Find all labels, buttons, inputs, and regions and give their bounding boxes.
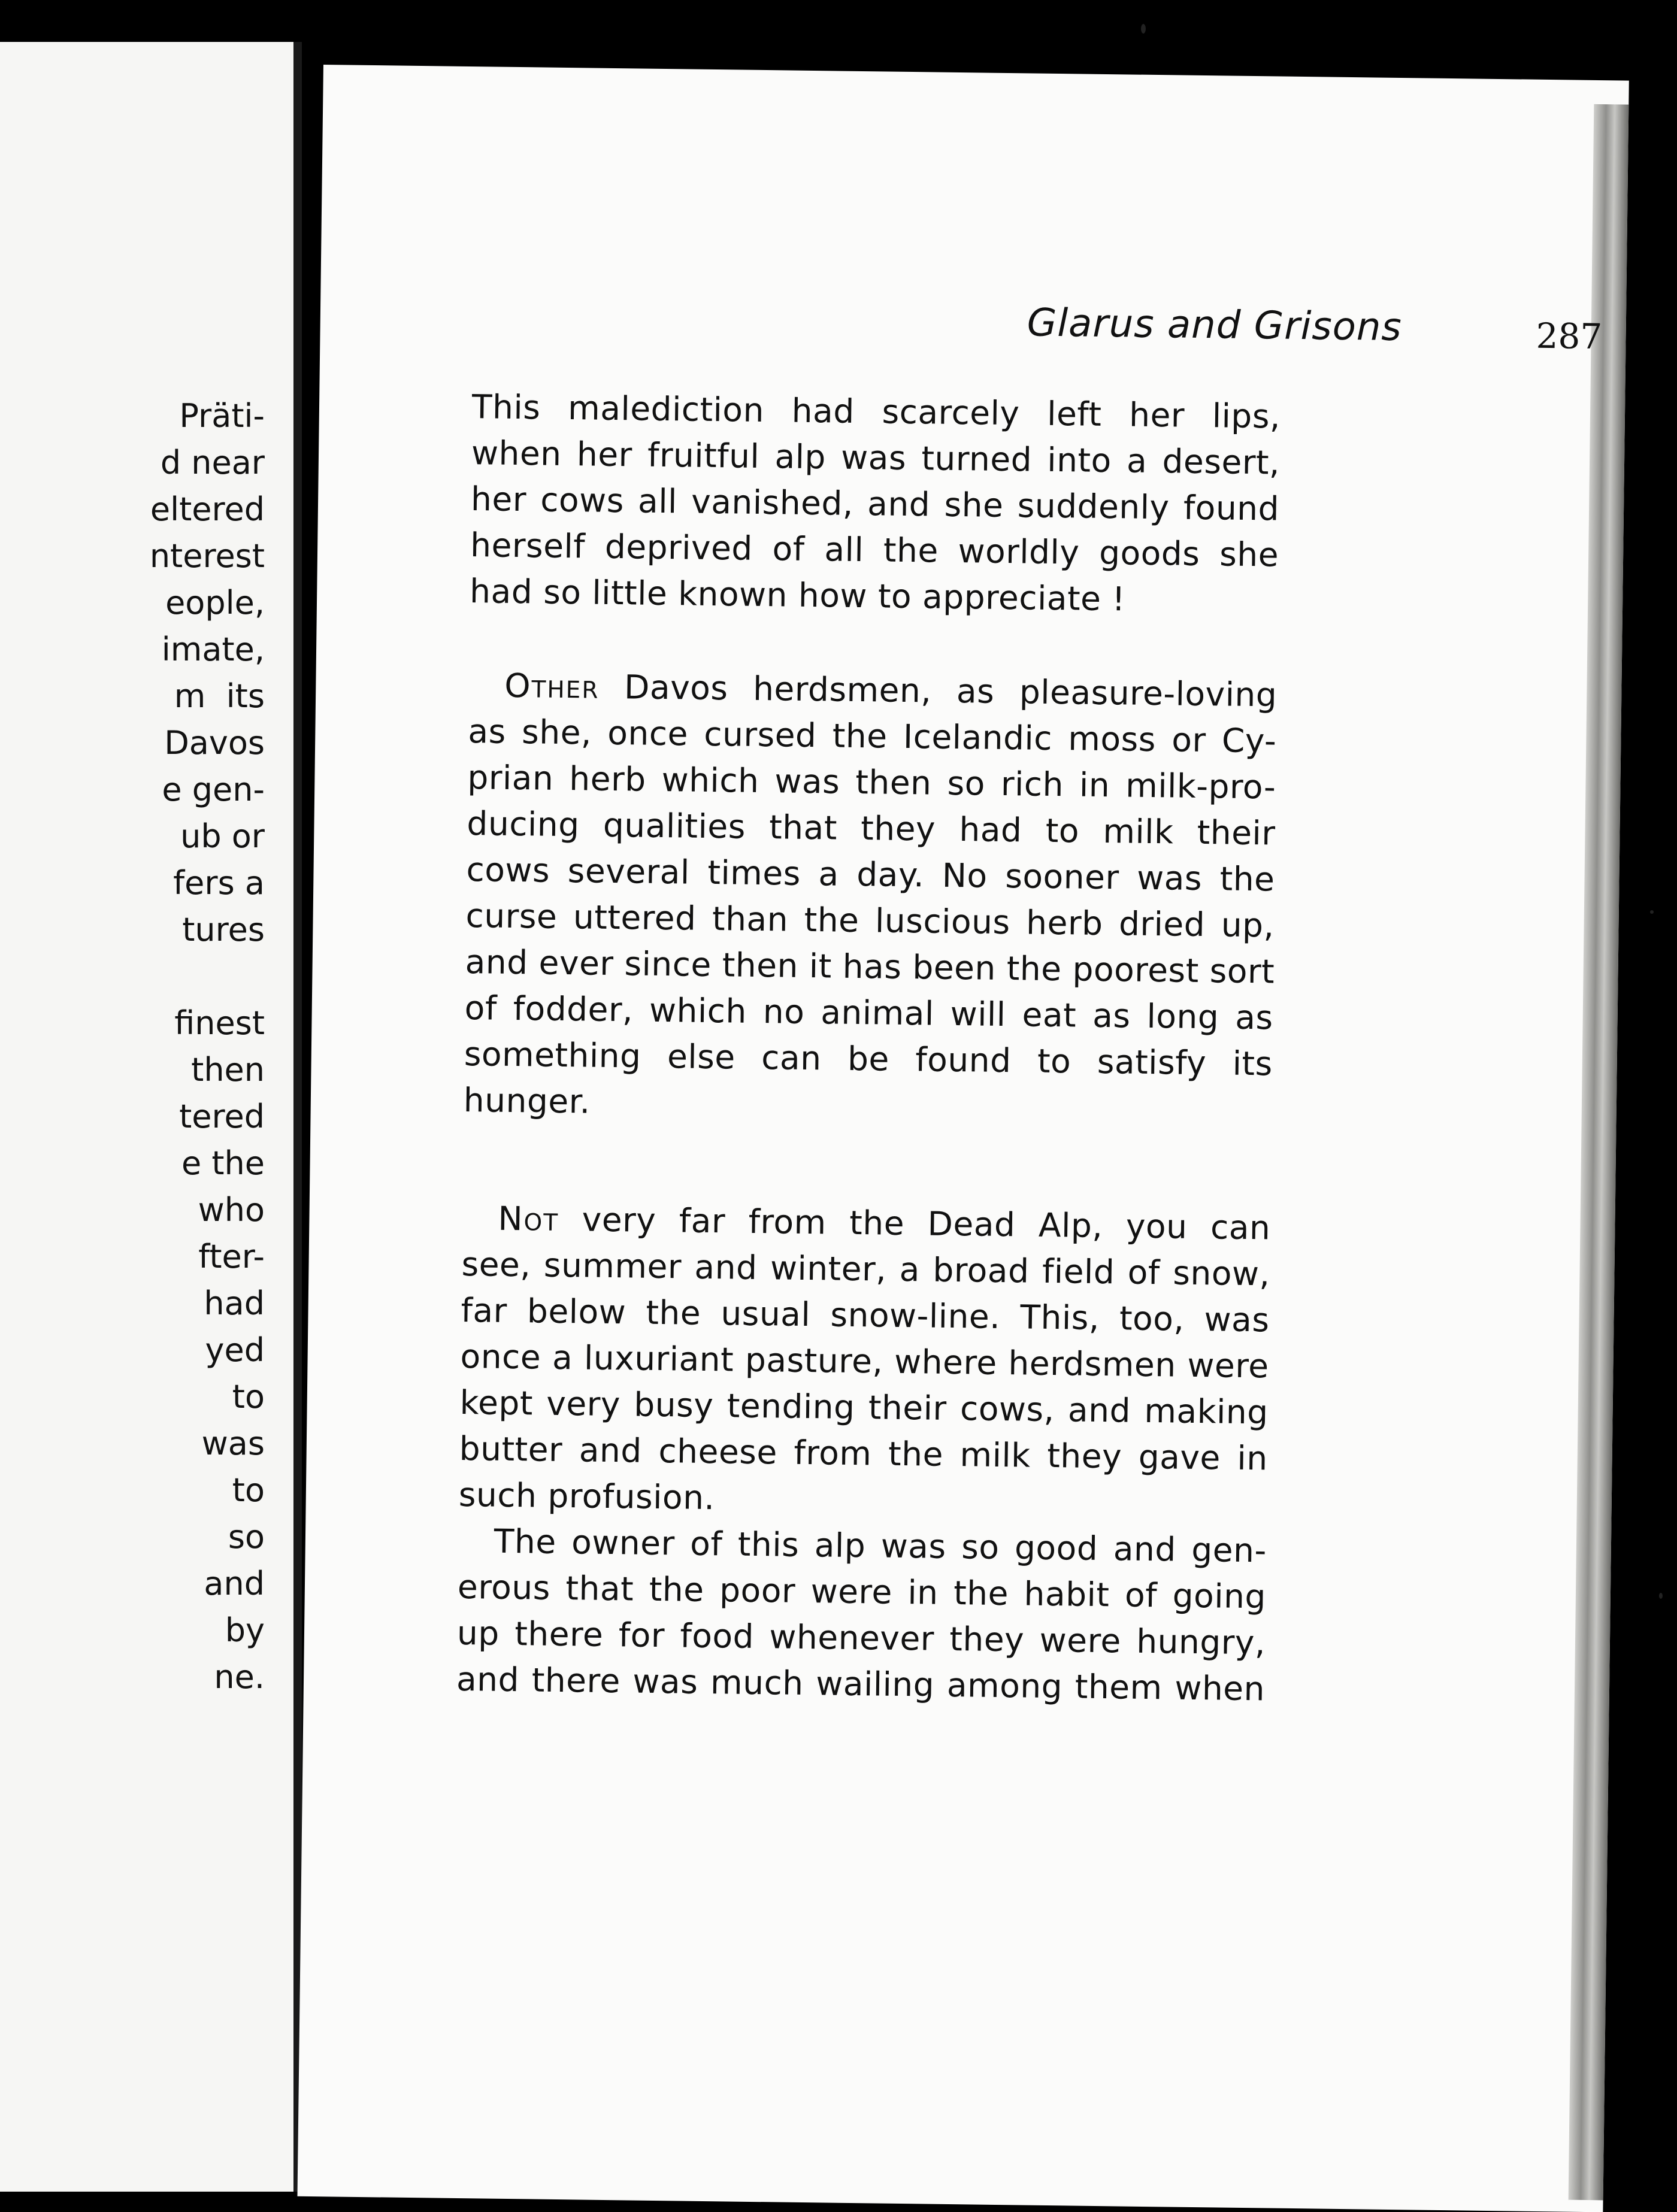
text-line: hunger. — [463, 1080, 591, 1121]
left-line: ne. — [214, 1658, 265, 1696]
left-line: by — [225, 1611, 265, 1649]
text-line: up there for food whenever they were hungry, — [456, 1613, 1266, 1662]
paragraph-3 — [458, 1195, 1270, 1528]
left-line: so — [228, 1518, 265, 1556]
running-head — [703, 297, 1602, 368]
left-line: yed — [205, 1331, 265, 1369]
body-text — [456, 384, 1281, 1712]
left-line: and — [204, 1565, 265, 1602]
text-line: and ever since then it has been the poorest sort — [465, 943, 1275, 991]
paragraph-4 — [456, 1518, 1267, 1712]
right-page — [298, 65, 1629, 2212]
text-line: prian herb which was then so rich in milk-pro- — [467, 758, 1276, 807]
scan-speck — [1659, 1593, 1663, 1599]
left-page — [0, 42, 302, 2192]
text-line: see, summer and winter, a broad field of snow, — [461, 1244, 1270, 1293]
text-line: cows several times a day. No sooner was the — [466, 850, 1275, 899]
text-line-rest: very far from the Dead Alp, you can — [558, 1199, 1271, 1247]
left-line: to — [232, 1471, 265, 1509]
left-line: nterest — [149, 537, 265, 575]
text-line: herself deprived of all the worldly goods she — [470, 526, 1279, 574]
left-line: fers a — [173, 864, 265, 902]
text-line: and there was much wailing among them when — [456, 1659, 1266, 1708]
left-line: e the — [181, 1144, 265, 1182]
paragraph-1 — [470, 384, 1281, 624]
text-line: This malediction had scarcely left her lips, — [471, 387, 1281, 436]
small-caps-lead: Other — [504, 666, 600, 706]
text-line: such profusion. — [458, 1475, 715, 1517]
text-line: as she, once cursed the Icelandic moss or Cy- — [468, 712, 1277, 760]
text-line: of fodder, which no animal will eat as long as — [464, 989, 1274, 1037]
text-line: kept very busy tending their cows, and making — [459, 1383, 1269, 1432]
left-line: e gen- — [162, 771, 265, 808]
text-line: The owner of this alp was so good and gen- — [494, 1522, 1267, 1570]
left-line: then — [191, 1051, 265, 1089]
left-line: Davos — [164, 724, 265, 762]
text-line: erous that the poor were in the habit of going — [457, 1567, 1267, 1616]
left-line: was — [201, 1425, 265, 1462]
left-line: Präti- — [179, 397, 265, 435]
left-line: had — [204, 1284, 265, 1322]
text-line: her cows all vanished, and she suddenly found — [470, 480, 1280, 528]
small-caps-lead: Not — [498, 1199, 559, 1238]
left-line: tered — [179, 1098, 265, 1135]
text-line: once a luxuriant pasture, where herdsmen were — [460, 1337, 1269, 1386]
text-line: something else can be found to satisfy its — [464, 1034, 1273, 1083]
left-line: m its — [174, 677, 265, 715]
page-number: 287 — [1536, 315, 1603, 357]
text-line: far below the usual snow-line. This, too, was — [461, 1290, 1270, 1340]
left-line: finest — [174, 1004, 265, 1042]
left-line: eltered — [150, 490, 265, 528]
paragraph-2 — [463, 662, 1277, 1133]
scan-speck — [1650, 910, 1654, 914]
left-line-gap — [13, 953, 265, 1000]
text-line: ducing qualities that they had to milk their — [467, 804, 1276, 853]
left-line: to — [232, 1378, 265, 1416]
running-head-title: Glarus and Grisons — [1027, 301, 1403, 350]
left-line: eople, — [165, 584, 265, 622]
left-line: tures — [182, 911, 265, 949]
text-line: butter and cheese from the milk they gave in — [459, 1429, 1269, 1478]
scan-speck — [1141, 24, 1146, 34]
text-line-rest: Davos herdsmen, as pleasure-loving — [599, 667, 1278, 714]
left-line: d near — [160, 444, 265, 481]
left-line: ub or — [180, 817, 265, 855]
text-line: curse uttered than the luscious herb dried up, — [465, 896, 1275, 945]
left-line: imate, — [161, 631, 265, 668]
text-line: when her fruitful alp was turned into a desert, — [471, 434, 1281, 482]
left-line: fter- — [198, 1238, 265, 1275]
page-edge — [1569, 104, 1629, 2200]
left-line: who — [198, 1191, 265, 1229]
text-line: had so little known how to appreciate ! — [469, 572, 1126, 619]
paragraph-gap — [462, 1123, 1272, 1205]
left-page-text — [13, 393, 265, 1701]
